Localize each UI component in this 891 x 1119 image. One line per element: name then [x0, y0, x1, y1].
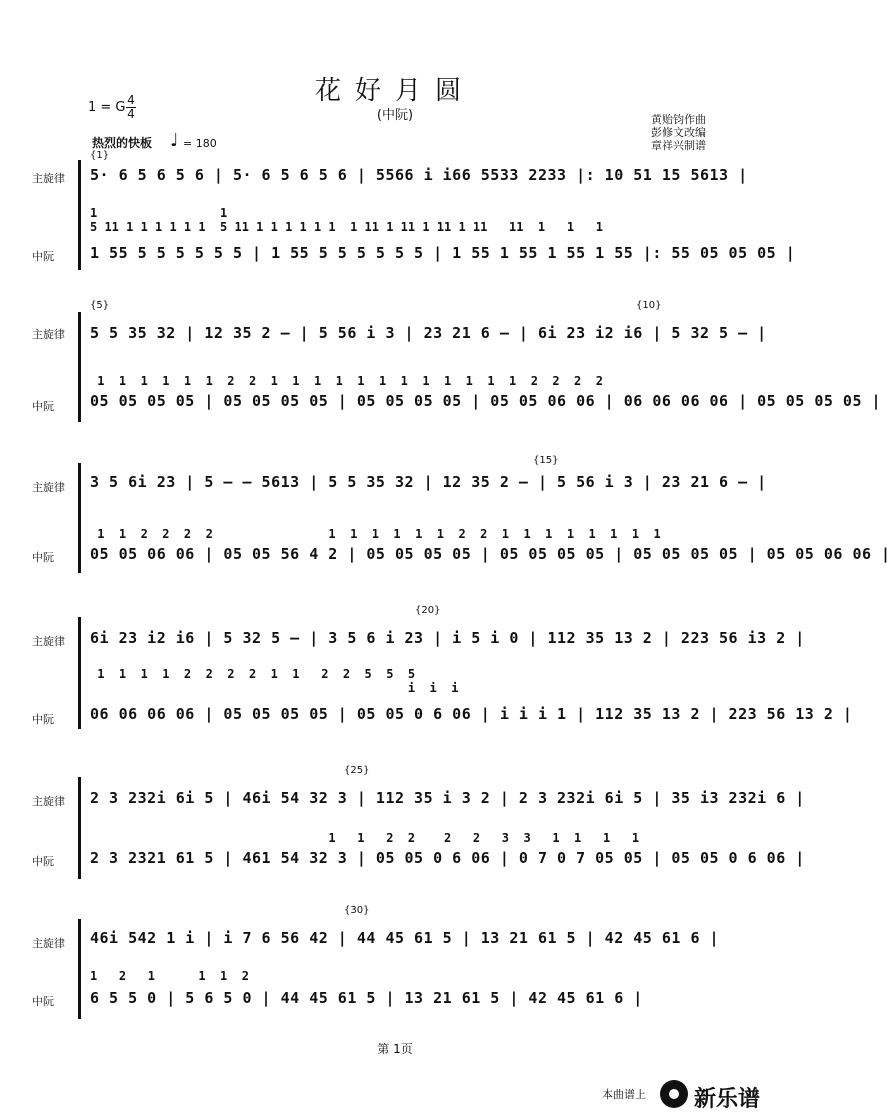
system-1 [0, 150, 796, 270]
ruan-label: 中阮 [32, 713, 54, 726]
credit-composer: 黄贻钧作曲 [651, 113, 706, 126]
time-top: 4 [127, 93, 135, 107]
system-brace [78, 919, 86, 1019]
melody-staff: 5 5 35 32 | 12 35 2 – | 5 56 i 3 | 23 21 6 – | 6i 23 i2 i6 | 5 32 5 – | [90, 324, 767, 342]
system-2 [0, 300, 882, 420]
measure-mark: {1} [90, 150, 110, 161]
ruan-upper-notes: 1 1 2 2 2 2 1 1 1 1 1 1 2 2 1 1 1 1 1 1 1 1 [90, 527, 661, 541]
ruan-upper-notes: 1 1 1 1 1 1 2 2 1 1 1 1 1 1 1 1 1 1 1 1 2 2 2 2 [90, 374, 603, 388]
credit-arranger: 彭修文改编 [651, 126, 706, 139]
ruan-upper-notes: 1 1 5 11 1 1 1 1 1 1 5 11 1 1 1 1 1 1 1 11 1 11 1 11 1 11 11 1 1 1 [90, 206, 603, 234]
melody-label: 主旋律 [32, 481, 65, 494]
bpm-text: = 180 [183, 137, 217, 150]
vinyl-record-logo-icon [660, 1080, 688, 1108]
melody-staff: 3 5 6i 23 | 5 – – 5613 | 5 5 35 32 | 12 35 2 – | 5 56 i 3 | 23 21 6 – | [90, 473, 767, 491]
brand-prefix: 本曲谱上 [602, 1088, 646, 1101]
quarter-note-icon: ♩ [170, 130, 179, 151]
key-signature: 1 = G [88, 100, 126, 115]
melody-staff: 6i 23 i2 i6 | 5 32 5 – | 3 5 6 i 23 | i 5 i 0 | 112 35 13 2 | 223 56 i3 2 | [90, 629, 805, 647]
ruan-staff: 06 06 06 06 | 05 05 05 05 | 05 05 0 6 06 | i i i 1 | 112 35 13 2 | 223 56 13 2 | [90, 705, 853, 723]
ruan-label: 中阮 [32, 855, 54, 868]
tempo-text: 热烈的快板 [92, 136, 153, 150]
credits [651, 113, 706, 152]
ruan-staff: 05 05 06 06 | 05 05 56 4 2 | 05 05 05 05 | 05 05 05 05 | 05 05 05 05 | 05 05 06 06 | [90, 545, 891, 563]
time-signature [126, 94, 136, 121]
melody-label: 主旋律 [32, 937, 65, 950]
measure-mark: {30} [344, 905, 370, 916]
measure-mark: {25} [344, 765, 370, 776]
system-6 [0, 905, 790, 1025]
brand-name: 新乐谱 [694, 1087, 761, 1112]
melody-label: 主旋律 [32, 795, 65, 808]
system-3 [0, 455, 891, 575]
credit-transcriber: 章祥兴制谱 [651, 139, 706, 152]
melody-label: 主旋律 [32, 635, 65, 648]
ruan-staff: 05 05 05 05 | 05 05 05 05 | 05 05 05 05 | 05 05 06 06 | 06 06 06 06 | 05 05 05 05 | [90, 392, 882, 410]
measure-mark: {20} [415, 605, 441, 616]
system-brace [78, 160, 86, 270]
page-number: 第 1页 [377, 1042, 413, 1056]
ruan-label: 中阮 [32, 400, 54, 413]
system-brace [78, 777, 86, 879]
system-5 [0, 765, 805, 885]
ruan-upper-notes: 1 1 2 2 2 2 3 3 1 1 1 1 [90, 831, 640, 845]
measure-mark: {5} [90, 300, 110, 311]
score-title: 花好月圆 [314, 76, 475, 106]
ruan-label: 中阮 [32, 250, 54, 263]
melody-staff: 46i 542 1 i | i 7 6 56 42 | 44 45 61 5 | 13 21 61 5 | 42 45 61 6 | [90, 929, 720, 947]
time-bottom: 4 [127, 107, 135, 121]
system-4 [0, 605, 853, 735]
score-subtitle: (中阮) [376, 108, 414, 123]
ruan-upper-notes: 1 2 1 1 1 2 [90, 969, 249, 983]
ruan-staff: 6 5 5 0 | 5 6 5 0 | 44 45 61 5 | 13 21 61 5 | 42 45 61 6 | [90, 989, 643, 1007]
measure-mark: {15} [533, 455, 559, 466]
melody-staff: 2 3 232i 6i 5 | 46i 54 32 3 | 112 35 i 3 2 | 2 3 232i 6i 5 | 35 i3 232i 6 | [90, 789, 805, 807]
system-brace [78, 463, 86, 573]
system-brace [78, 312, 86, 422]
melody-label: 主旋律 [32, 328, 65, 341]
ruan-upper-notes: 1 1 1 1 2 2 2 2 1 1 2 2 5 5 5 i i i [97, 667, 459, 695]
ruan-label: 中阮 [32, 995, 54, 1008]
melody-label: 主旋律 [32, 172, 65, 185]
system-brace [78, 617, 86, 729]
measure-mark: {10} [636, 300, 662, 311]
ruan-staff: 1 55 5 5 5 5 5 5 | 1 55 5 5 5 5 5 5 | 1 55 1 55 1 55 1 55 |: 55 05 05 05 | [90, 244, 796, 262]
ruan-staff: 2 3 2321 61 5 | 461 54 32 3 | 05 05 0 6 06 | 0 7 0 7 05 05 | 05 05 0 6 06 | [90, 849, 805, 867]
ruan-label: 中阮 [32, 551, 54, 564]
melody-staff: 5· 6 5 6 5 6 | 5· 6 5 6 5 6 | 5566 i i66 5533 2233 |: 10 51 15 5613 | [90, 166, 748, 184]
